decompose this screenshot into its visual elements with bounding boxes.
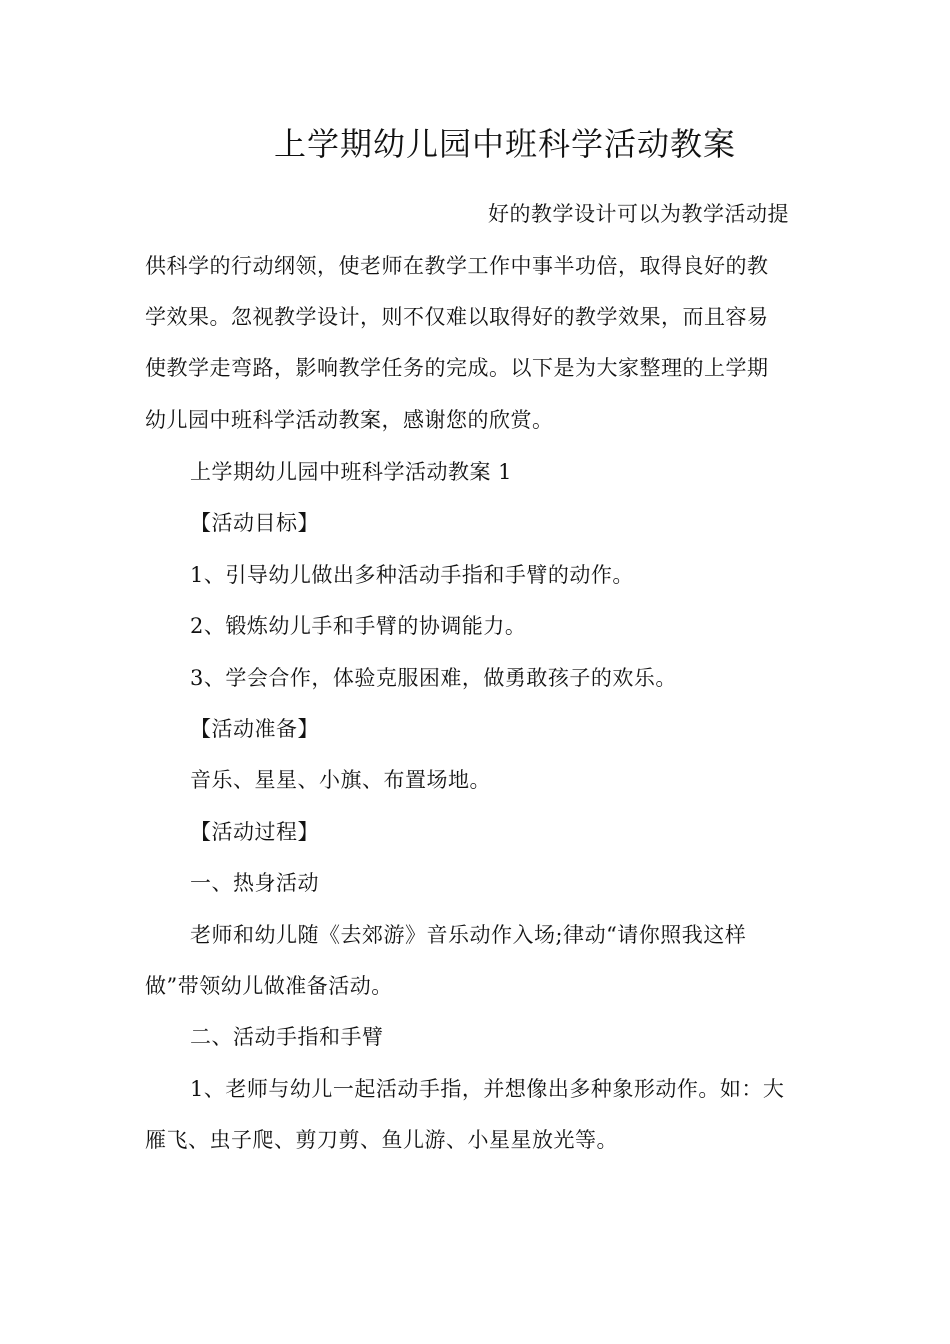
section-heading: 二、活动手指和手臂	[190, 1025, 384, 1049]
paragraph-line: 好的教学设计可以为教学活动提	[488, 202, 789, 226]
list-item: 3、学会合作，体验克服困难，做勇敢孩子的欢乐。	[190, 666, 677, 690]
paragraph-line: 学效果。忽视教学设计，则不仅难以取得好的教学效果，而且容易	[145, 305, 769, 329]
section-heading: 【活动目标】	[190, 511, 319, 535]
paragraph-line: 音乐、星星、小旗、布置场地。	[190, 768, 491, 792]
paragraph-line: 老师和幼儿随《去郊游》音乐动作入场;律动“请你照我这样	[190, 923, 747, 947]
paragraph-line: 做”带领幼儿做准备活动。	[145, 974, 393, 998]
paragraph-line: 雁飞、虫子爬、剪刀剪、鱼儿游、小星星放光等。	[145, 1128, 618, 1152]
paragraph-line: 使教学走弯路，影响教学任务的完成。以下是为大家整理的上学期	[145, 356, 769, 380]
list-item: 1、引导幼儿做出多种活动手指和手臂的动作。	[190, 563, 634, 587]
section-heading: 【活动准备】	[190, 717, 319, 741]
document-title: 上学期幼儿园中班科学活动教案	[273, 125, 736, 163]
section-heading: 【活动过程】	[190, 820, 319, 844]
paragraph-line: 1、老师与幼儿一起活动手指，并想像出多种象形动作。如：大	[190, 1077, 785, 1101]
paragraph-line: 幼儿园中班科学活动教案，感谢您的欣赏。	[145, 408, 554, 432]
paragraph-line: 供科学的行动纲领，使老师在教学工作中事半功倍，取得良好的教	[145, 254, 769, 278]
list-item: 2、锻炼幼儿手和手臂的协调能力。	[190, 614, 527, 638]
section-heading: 一、热身活动	[190, 871, 319, 895]
section-heading: 上学期幼儿园中班科学活动教案 1	[190, 460, 513, 484]
